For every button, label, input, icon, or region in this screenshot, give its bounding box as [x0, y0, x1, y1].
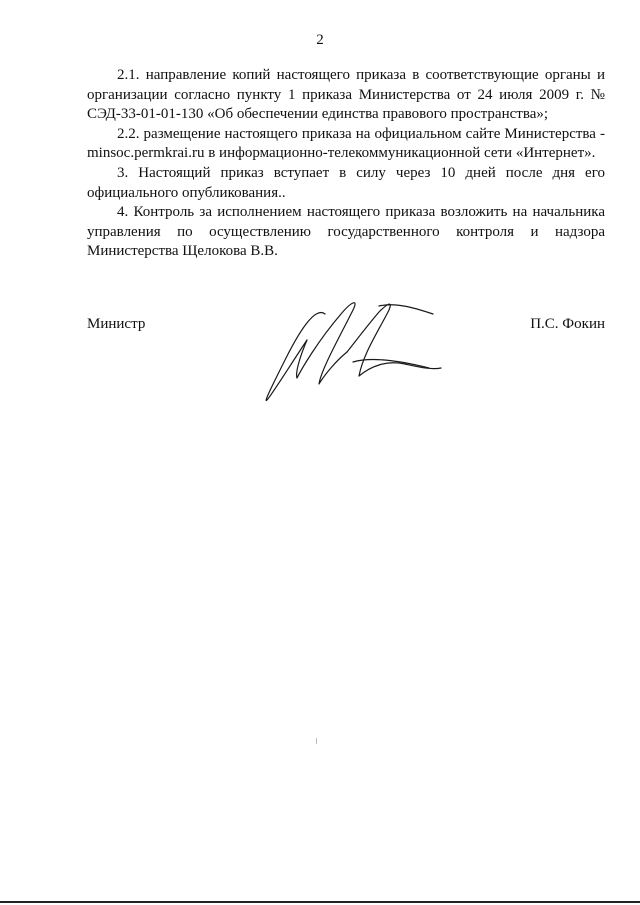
handwritten-signature	[255, 292, 445, 407]
document-body	[87, 66, 605, 262]
paragraph-4: 4. Контроль за исполнением настоящего приказа возложить на начальника управления по осуществлению государственного контроля и надзора Министерства Щелокова В.В.	[87, 204, 605, 260]
paragraph-2-1: 2.1. направление копий настоящего приказа в соответствующие органы и организации согласно пункту 1 приказа Министерства от 24 июля 2009 г. № СЭД-33-01-01-130 «Об обеспечении единства правового пространства»;	[87, 67, 605, 123]
signatory-title: Министр	[87, 316, 146, 332]
scan-artifact	[316, 738, 317, 744]
paragraph-3: 3. Настоящий приказ вступает в силу через 10 дней после дня его официального опубликования..	[87, 164, 605, 201]
page-number: 2	[316, 32, 324, 48]
signatory-name: П.С. Фокин	[530, 316, 605, 332]
paragraph-2-2: 2.2. размещение настоящего приказа на официальном сайте Министерства - minsoc.permkrai.ru в информационно-телекоммуникационной сети «Интернет».	[87, 125, 605, 162]
page-bottom-edge	[0, 901, 640, 903]
